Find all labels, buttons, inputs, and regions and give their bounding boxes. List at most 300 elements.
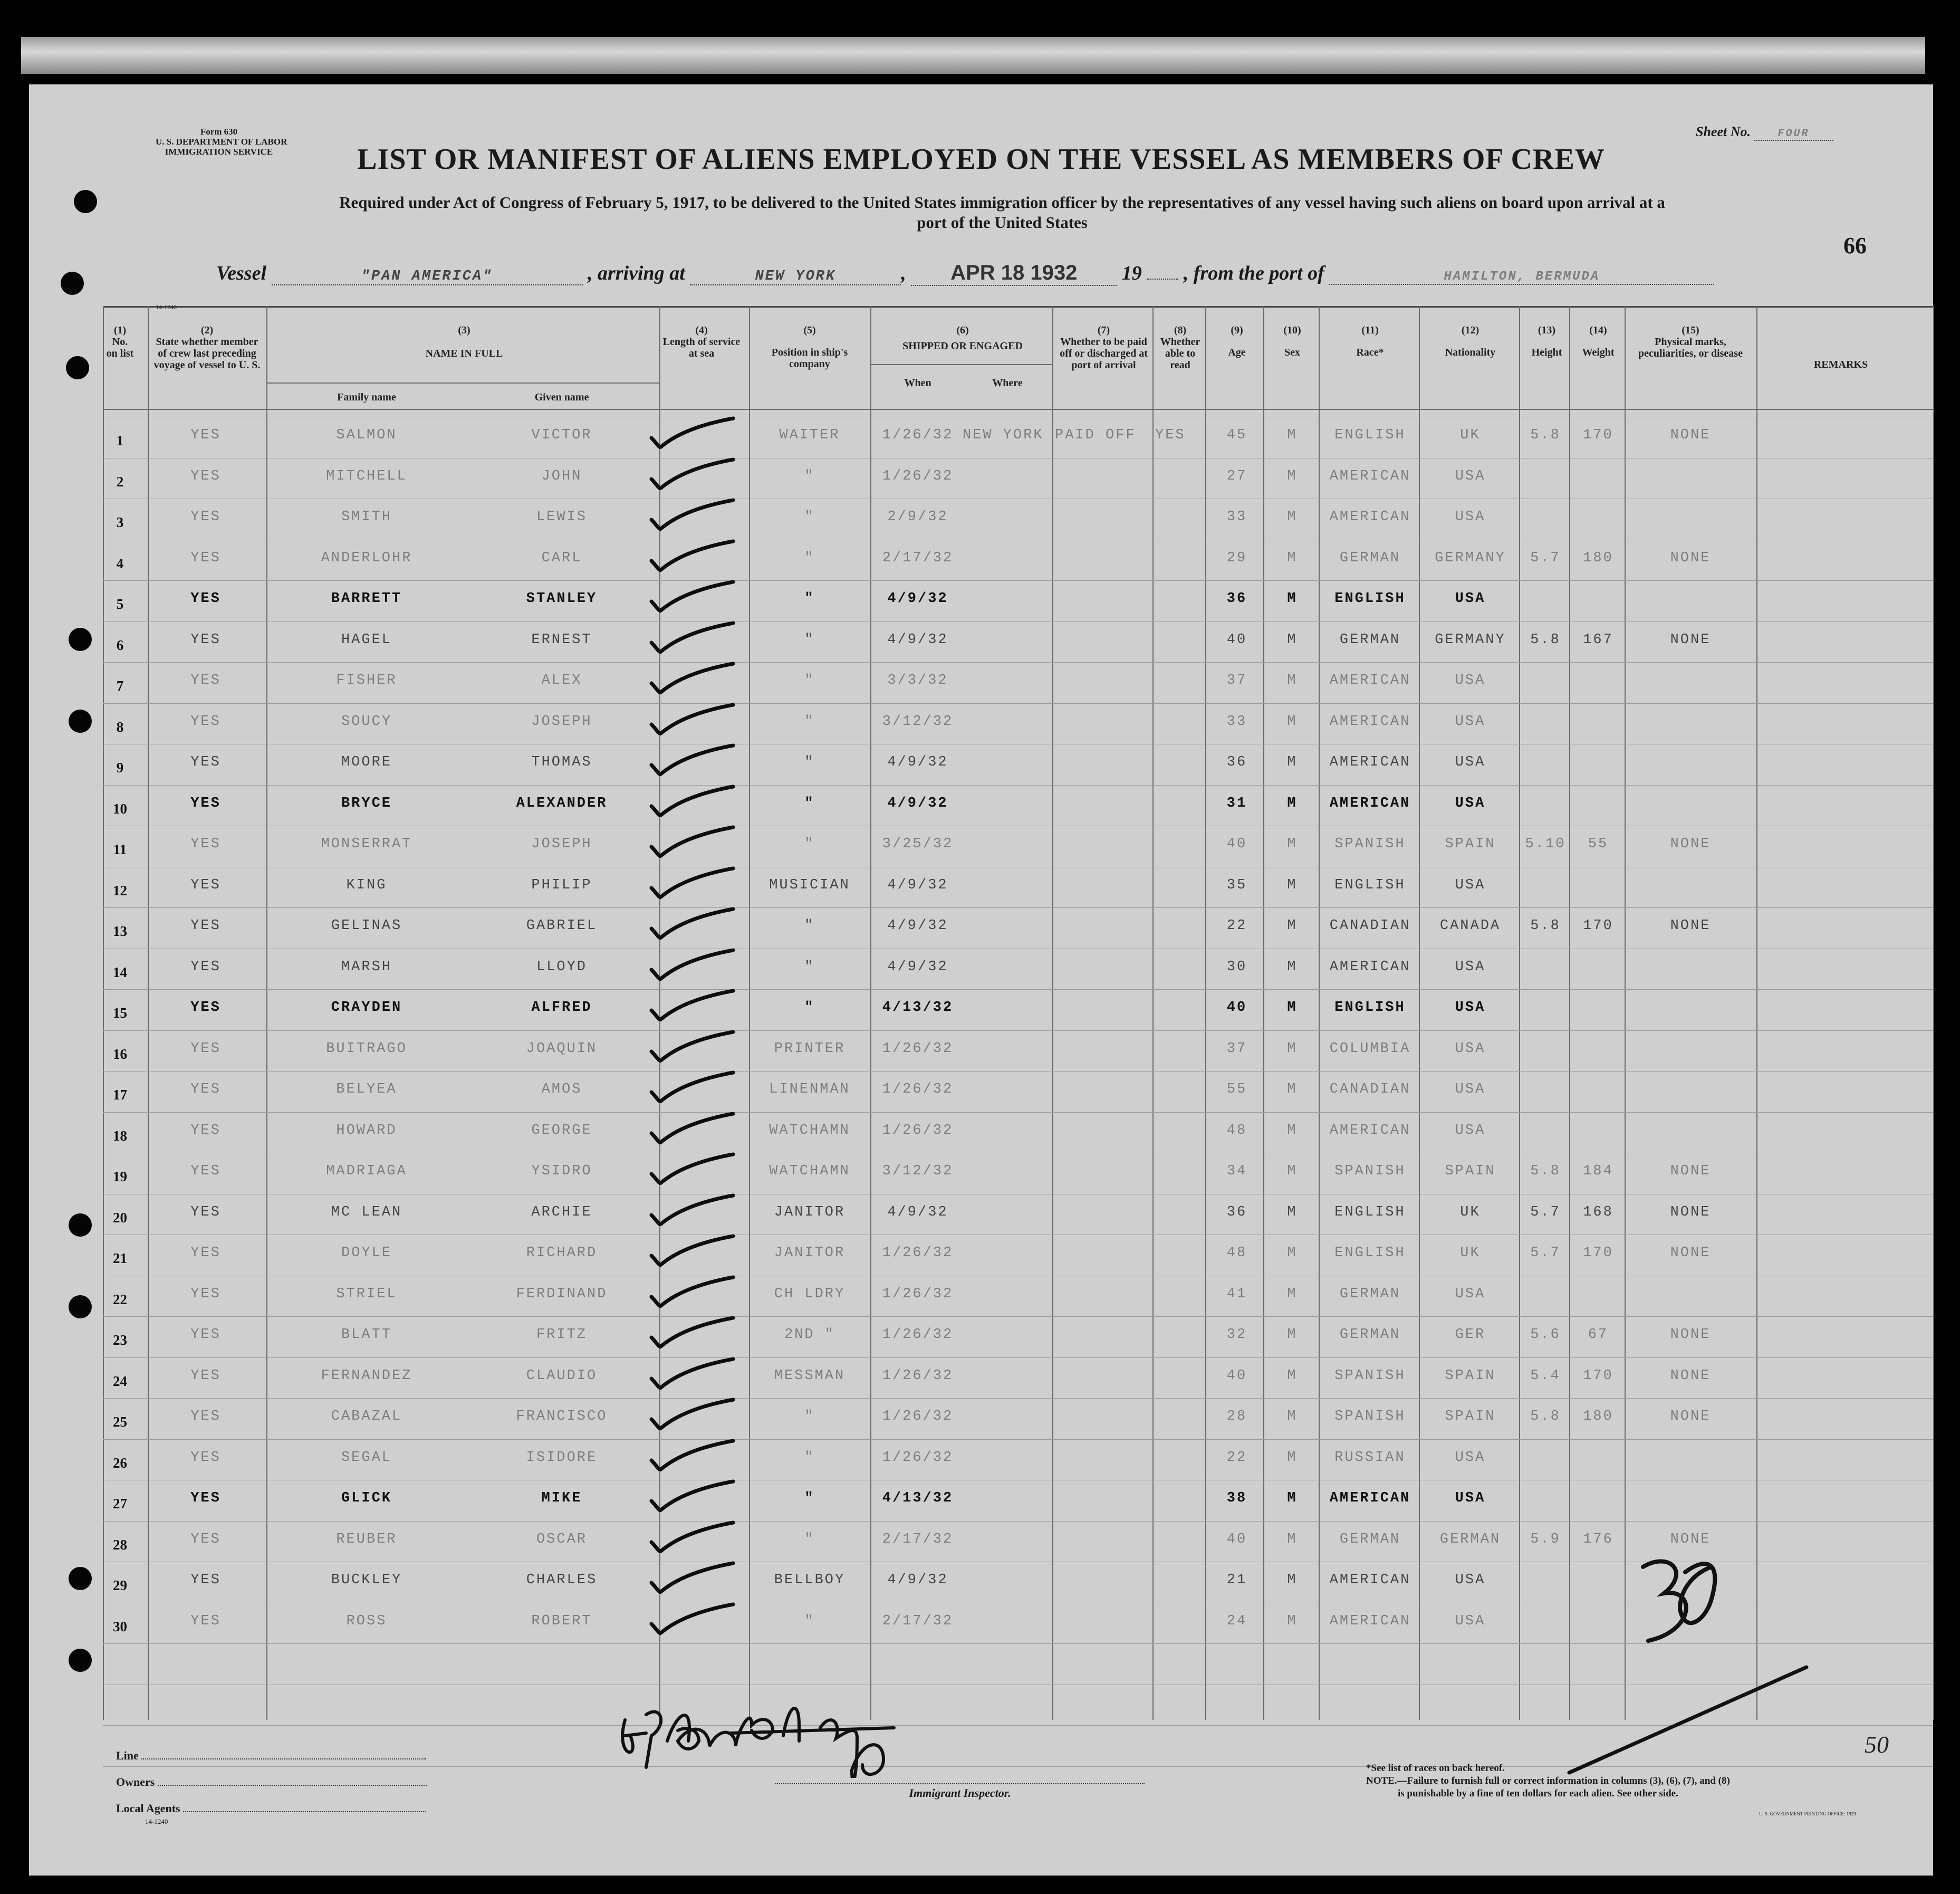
- cell-race: COLUMBIA: [1329, 1041, 1411, 1057]
- grid-rule: [870, 364, 1052, 365]
- cell-given: RICHARD: [526, 1245, 598, 1261]
- cell-when: 1/26/32: [882, 427, 954, 443]
- check-mark-icon: [646, 537, 736, 574]
- cell-position: PRINTER: [774, 1041, 846, 1057]
- grid-rule: [103, 1316, 1933, 1317]
- cell-member: YES: [190, 1450, 221, 1466]
- cell-position: ": [804, 632, 815, 648]
- small-code: 14-1240: [156, 303, 177, 311]
- cell-marks: NONE: [1670, 550, 1711, 566]
- cell-member: YES: [190, 714, 221, 730]
- cell-nat: USA: [1455, 509, 1486, 525]
- col-title: Age: [1228, 347, 1246, 358]
- check-mark-icon: [646, 1109, 736, 1146]
- cell-nat: UK: [1460, 427, 1481, 443]
- cell-family: CABAZAL: [331, 1409, 402, 1424]
- cell-member: YES: [190, 1368, 221, 1384]
- cell-sex: M: [1287, 673, 1298, 688]
- cell-age: 40: [1226, 836, 1247, 852]
- arriving-port: NEW YORK: [690, 269, 901, 285]
- cell-no: 14: [113, 964, 127, 980]
- col-title: Whether to be paid off or discharged at port of arrival: [1060, 336, 1148, 371]
- check-mark-icon: [646, 619, 736, 656]
- cell-age: 41: [1226, 1286, 1247, 1302]
- col-title: Position in ship's company: [771, 347, 848, 370]
- cell-when: 4/9/32: [887, 1572, 948, 1588]
- col-title: Nationality: [1445, 347, 1496, 358]
- check-mark-icon: [646, 659, 736, 696]
- cell-position: WAITER: [779, 427, 840, 443]
- sheet-no: [1696, 124, 1833, 141]
- punch-hole: [61, 272, 84, 295]
- cell-race: ENGLISH: [1334, 591, 1406, 607]
- col-num: (8): [1174, 324, 1187, 336]
- col-title: State whether member of crew last preceding voyage of vessel to U. S.: [153, 336, 261, 371]
- vessel-line: Vessel "PAN AMERICA" , arriving at NEW YORK , APR 18 1932 19 , from the port of HAMILTON, BERMUDA: [216, 261, 1714, 286]
- form-service: IMMIGRATION SERVICE: [165, 147, 273, 157]
- cell-nat: USA: [1455, 1490, 1486, 1506]
- cell-given: MIKE: [541, 1490, 582, 1506]
- cell-nat: USA: [1455, 1572, 1486, 1588]
- manifest-sheet: [29, 84, 1933, 1876]
- cell-paid: PAID OFF: [1055, 427, 1136, 443]
- cell-nat: USA: [1455, 1450, 1486, 1466]
- cell-nat: SPAIN: [1445, 836, 1496, 852]
- cell-family: MADRIAGA: [326, 1163, 407, 1179]
- punch-hole: [69, 710, 92, 733]
- cell-nat: USA: [1455, 591, 1486, 607]
- cell-when: 2/9/32: [887, 509, 948, 525]
- col-head-7: [1055, 324, 1152, 371]
- check-mark-icon: [646, 1232, 736, 1269]
- cell-age: 55: [1226, 1082, 1247, 1097]
- cell-no: 30: [113, 1619, 127, 1634]
- cell-weight: 170: [1583, 918, 1613, 934]
- check-mark-icon: [646, 741, 736, 778]
- check-mark-icon: [646, 1273, 736, 1310]
- cell-family: GLICK: [341, 1490, 392, 1506]
- cell-no: 16: [113, 1046, 127, 1062]
- col-head-3b: Given name: [534, 391, 589, 403]
- cell-height: 5.4: [1530, 1368, 1561, 1384]
- cell-no: 6: [116, 637, 124, 653]
- col-head-6a: When: [904, 377, 931, 389]
- cell-race: AMERICAN: [1329, 959, 1411, 975]
- cell-nat: CANADA: [1439, 918, 1501, 934]
- cell-nat: UK: [1460, 1245, 1481, 1261]
- cell-age: 36: [1226, 754, 1247, 770]
- cell-position: ": [804, 1450, 815, 1466]
- cell-family: BARRETT: [331, 591, 402, 607]
- cell-given: STANLEY: [526, 591, 598, 607]
- cell-age: 45: [1226, 427, 1247, 443]
- cell-position: MUSICIAN: [769, 877, 850, 893]
- cell-sex: M: [1287, 1286, 1298, 1302]
- cell-weight: 170: [1583, 1368, 1613, 1384]
- col-head-3a: Family name: [337, 391, 396, 403]
- cell-family: DOYLE: [341, 1245, 392, 1261]
- cell-when: 1/26/32: [882, 1245, 954, 1261]
- inspector-line: Immigrant Inspector.: [775, 1783, 1145, 1800]
- column-rule: [1419, 306, 1420, 1720]
- cell-nat: GERMANY: [1435, 550, 1506, 566]
- owners-blank: [158, 1785, 427, 1786]
- col-head-4: [662, 324, 741, 359]
- check-mark-icon: [646, 1028, 736, 1065]
- cell-race: CANADIAN: [1329, 1082, 1411, 1097]
- cell-no: 8: [116, 719, 124, 735]
- cell-when: 4/9/32: [887, 877, 948, 893]
- cell-when: 1/26/32: [882, 1082, 954, 1097]
- cell-when: 3/3/32: [887, 673, 948, 688]
- from-port: HAMILTON, BERMUDA: [1329, 270, 1714, 285]
- check-mark-icon: [646, 782, 736, 819]
- cell-when: 1/26/32: [882, 1041, 954, 1057]
- total-count: [1543, 1551, 1817, 1783]
- cell-no: 5: [116, 596, 124, 612]
- check-mark-icon: [646, 1068, 736, 1105]
- cell-when: 4/9/32: [887, 1204, 948, 1220]
- cell-position: ": [804, 959, 815, 975]
- check-mark-icon: [646, 823, 736, 860]
- cell-no: 15: [113, 1005, 127, 1021]
- column-rule: [266, 306, 267, 1720]
- check-mark-icon: [646, 987, 736, 1023]
- cell-weight: 184: [1583, 1163, 1613, 1179]
- corner-mark: 50: [1865, 1731, 1889, 1758]
- cell-when: 4/9/32: [887, 918, 948, 934]
- cell-member: YES: [190, 877, 221, 893]
- check-mark-icon: [646, 1559, 736, 1596]
- cell-nat: USA: [1455, 1041, 1486, 1057]
- cell-family: FISHER: [336, 673, 397, 688]
- cell-family: SMITH: [341, 509, 392, 525]
- cell-sex: M: [1287, 1000, 1298, 1016]
- cell-age: 22: [1226, 918, 1247, 934]
- cell-member: YES: [190, 509, 221, 525]
- punch-hole: [69, 1567, 92, 1590]
- cell-race: AMERICAN: [1329, 509, 1411, 525]
- cell-member: YES: [190, 1532, 221, 1547]
- check-mark-icon: [646, 1600, 736, 1637]
- cell-race: ENGLISH: [1334, 1000, 1406, 1016]
- cell-race: ENGLISH: [1334, 877, 1406, 893]
- cell-race: AMERICAN: [1329, 714, 1411, 730]
- cell-height: 5.7: [1530, 1245, 1561, 1261]
- check-mark-icon: [646, 905, 736, 942]
- cell-member: YES: [190, 1245, 221, 1261]
- column-rule: [1756, 306, 1757, 1720]
- form-department: U. S. DEPARTMENT OF LABOR: [156, 137, 287, 147]
- cell-height: 5.8: [1530, 918, 1561, 934]
- cell-nat: SPAIN: [1445, 1368, 1496, 1384]
- col-head-2: [150, 324, 264, 371]
- cell-nat: USA: [1455, 673, 1486, 688]
- cell-no: 20: [113, 1210, 127, 1226]
- cell-weight: 168: [1583, 1204, 1613, 1220]
- cell-member: YES: [190, 632, 221, 648]
- line-label: Line: [116, 1749, 139, 1762]
- cell-when: 3/12/32: [882, 1163, 954, 1179]
- cell-nat: USA: [1455, 468, 1486, 484]
- cell-position: ": [804, 1613, 815, 1629]
- cell-where: NEW YORK: [963, 427, 1044, 443]
- cell-given: CHARLES: [526, 1572, 598, 1588]
- cell-weight: 180: [1583, 550, 1613, 566]
- cell-given: JOSEPH: [531, 714, 592, 730]
- cell-sex: M: [1287, 1409, 1298, 1424]
- cell-family: KING: [346, 877, 387, 893]
- line-blank: [141, 1758, 426, 1759]
- cell-height: 5.7: [1530, 1204, 1561, 1220]
- cell-age: 21: [1226, 1572, 1247, 1588]
- cell-given: ARCHIE: [531, 1204, 592, 1220]
- cell-given: AMOS: [541, 1082, 582, 1097]
- grid-rule: [103, 1439, 1933, 1440]
- punch-hole: [69, 1649, 92, 1672]
- check-mark-icon: [646, 578, 736, 615]
- cell-marks: NONE: [1670, 632, 1711, 648]
- cell-sex: M: [1287, 1163, 1298, 1179]
- vessel-label: Vessel: [216, 262, 266, 284]
- col-head-6: [873, 324, 1052, 352]
- cell-age: 37: [1226, 673, 1247, 688]
- cell-given: FRANCISCO: [516, 1409, 608, 1424]
- agents-code: 14-1240: [145, 1818, 168, 1825]
- cell-member: YES: [190, 468, 221, 484]
- cell-sex: M: [1287, 1532, 1298, 1547]
- cell-sex: M: [1287, 796, 1298, 811]
- cell-no: 1: [116, 433, 124, 448]
- cell-position: LINENMAN: [769, 1082, 850, 1097]
- cell-age: 28: [1226, 1409, 1247, 1424]
- cell-sex: M: [1287, 427, 1298, 443]
- cell-family: SOUCY: [341, 714, 392, 730]
- cell-age: 36: [1226, 1204, 1247, 1220]
- cell-member: YES: [190, 673, 221, 688]
- cell-race: RUSSIAN: [1334, 1450, 1406, 1466]
- cell-no: 19: [113, 1169, 127, 1184]
- cell-race: AMERICAN: [1329, 1613, 1411, 1629]
- check-mark-icon: [646, 496, 736, 533]
- grid-rule: [103, 580, 1933, 581]
- cell-when: 1/26/32: [882, 1123, 954, 1139]
- cell-age: 27: [1226, 468, 1247, 484]
- date-stamp: APR 18 1932: [911, 261, 1117, 286]
- cell-marks: NONE: [1670, 1245, 1711, 1261]
- grid-rule: [103, 1521, 1933, 1522]
- cell-given: FRITZ: [536, 1327, 587, 1343]
- cell-race: AMERICAN: [1329, 468, 1411, 484]
- cell-age: 37: [1226, 1041, 1247, 1057]
- col-title: No. on list: [106, 336, 134, 359]
- cell-no: 12: [113, 883, 127, 898]
- cell-race: GERMAN: [1339, 1327, 1401, 1343]
- cell-when: 4/9/32: [887, 796, 948, 811]
- cell-given: FERDINAND: [516, 1286, 608, 1302]
- grid-rule: [103, 1357, 1933, 1358]
- cell-marks: NONE: [1670, 1327, 1711, 1343]
- cell-position: ": [804, 591, 815, 607]
- cell-sex: M: [1287, 591, 1298, 607]
- column-rule: [1569, 306, 1570, 1720]
- cell-height: 5.10: [1525, 836, 1566, 852]
- cell-given: CLAUDIO: [526, 1368, 598, 1384]
- check-mark-icon: [646, 1395, 736, 1432]
- cell-when: 4/13/32: [882, 1000, 954, 1016]
- grid-rule: [103, 1112, 1933, 1113]
- agents-blank: [183, 1811, 426, 1812]
- cell-race: AMERICAN: [1329, 796, 1411, 811]
- column-rule: [1319, 306, 1320, 1720]
- cell-given: GEORGE: [531, 1123, 592, 1139]
- cell-height: 5.9: [1530, 1532, 1561, 1547]
- cell-no: 9: [116, 760, 124, 776]
- cell-position: ": [804, 468, 815, 484]
- cell-marks: NONE: [1670, 1409, 1711, 1424]
- cell-position: ": [804, 673, 815, 688]
- cell-position: ": [804, 754, 815, 770]
- cell-given: CARL: [541, 550, 582, 566]
- cell-read: YES: [1155, 427, 1186, 443]
- cell-no: 17: [113, 1087, 127, 1103]
- col-title: Weight: [1582, 347, 1615, 358]
- cell-age: 40: [1226, 1368, 1247, 1384]
- cell-age: 38: [1226, 1490, 1247, 1506]
- form-number: Form 630: [200, 127, 238, 137]
- footer-notes: [1366, 1762, 1730, 1800]
- column-rule: [749, 306, 750, 1720]
- cell-no: 22: [113, 1292, 127, 1307]
- check-mark-icon: [646, 455, 736, 492]
- cell-marks: NONE: [1670, 1368, 1711, 1384]
- cell-member: YES: [190, 1327, 221, 1343]
- cell-sex: M: [1287, 1204, 1298, 1220]
- cell-member: YES: [190, 918, 221, 934]
- arriving-label: , arriving at: [588, 262, 685, 284]
- owners-label: Owners: [116, 1775, 155, 1788]
- cell-race: ENGLISH: [1334, 1245, 1406, 1261]
- inspector-signature: [609, 1683, 1010, 1778]
- cell-nat: UK: [1460, 1204, 1481, 1220]
- col-num: (6): [956, 324, 969, 336]
- cell-no: 23: [113, 1332, 127, 1348]
- cell-member: YES: [190, 1409, 221, 1424]
- cell-given: JOSEPH: [531, 836, 592, 852]
- cell-marks: NONE: [1670, 1163, 1711, 1179]
- col-title: SHIPPED OR ENGAGED: [902, 340, 1023, 352]
- page-number: 66: [1843, 233, 1867, 259]
- cell-sex: M: [1287, 836, 1298, 852]
- check-mark-icon: [646, 1150, 736, 1187]
- subtitle-line-1: Required under Act of Congress of February 5, 1917, to be delivered to the United States immigration officer by the representatives of any vessel having such aliens on board upon arrival at a: [339, 193, 1665, 212]
- cell-nat: USA: [1455, 1286, 1486, 1302]
- col-head-10: [1266, 324, 1319, 358]
- cell-given: ALFRED: [531, 1000, 592, 1016]
- grid-rule: [103, 1071, 1933, 1072]
- cell-sex: M: [1287, 1327, 1298, 1343]
- cell-race: SPANISH: [1334, 1409, 1406, 1424]
- cell-race: AMERICAN: [1329, 1490, 1411, 1506]
- cell-sex: M: [1287, 918, 1298, 934]
- cell-family: BRYCE: [341, 796, 392, 811]
- cell-when: 4/9/32: [887, 959, 948, 975]
- cell-age: 33: [1226, 714, 1247, 730]
- punch-hole: [69, 628, 92, 651]
- cell-race: ENGLISH: [1334, 427, 1406, 443]
- cell-position: ": [804, 550, 815, 566]
- cell-sex: M: [1287, 1490, 1298, 1506]
- cell-no: 27: [113, 1496, 127, 1512]
- cell-race: SPANISH: [1334, 1368, 1406, 1384]
- cell-age: 40: [1226, 1000, 1247, 1016]
- column-rule: [1519, 306, 1520, 1720]
- cell-no: 7: [116, 678, 124, 694]
- cell-member: YES: [190, 1163, 221, 1179]
- cell-position: WATCHAMN: [769, 1163, 850, 1179]
- col-title: Length of service at sea: [662, 336, 741, 359]
- col-title: Sex: [1284, 347, 1300, 358]
- col-num: (5): [803, 324, 816, 336]
- cell-family: GELINAS: [331, 918, 402, 934]
- cell-nat: GERMANY: [1435, 632, 1506, 648]
- footer-line: [116, 1749, 426, 1763]
- cell-no: 24: [113, 1373, 127, 1389]
- column-rule: [1152, 306, 1154, 1720]
- cell-member: YES: [190, 550, 221, 566]
- cell-nat: SPAIN: [1445, 1163, 1496, 1179]
- grid-rule: [103, 907, 1933, 908]
- cell-no: 3: [116, 514, 124, 530]
- col-title: NAME IN FULL: [425, 348, 503, 359]
- cell-race: GERMAN: [1339, 550, 1401, 566]
- subtitle-line-2: port of the United States: [917, 213, 1088, 232]
- cell-race: CANADIAN: [1329, 918, 1411, 934]
- cell-age: 30: [1226, 959, 1247, 975]
- cell-position: MESSMAN: [774, 1368, 846, 1384]
- cell-family: BUITRAGO: [326, 1041, 407, 1057]
- cell-sex: M: [1287, 959, 1298, 975]
- cell-when: 4/9/32: [887, 754, 948, 770]
- cell-family: STRIEL: [336, 1286, 397, 1302]
- cell-age: 34: [1226, 1163, 1247, 1179]
- cell-weight: 176: [1583, 1532, 1613, 1547]
- cell-sex: M: [1287, 1368, 1298, 1384]
- cell-height: 5.6: [1530, 1327, 1561, 1343]
- column-rule: [870, 306, 871, 1720]
- cell-position: ": [804, 1409, 815, 1424]
- cell-age: 29: [1226, 550, 1247, 566]
- grid-rule: [266, 382, 659, 384]
- col-title: Physical marks, peculiarities, or disease: [1638, 336, 1743, 359]
- grid-rule: [103, 1030, 1933, 1031]
- cell-no: 28: [113, 1537, 127, 1553]
- col-head-8: [1155, 324, 1205, 371]
- grid-rule: [103, 409, 1933, 410]
- cell-no: 29: [113, 1577, 127, 1593]
- cell-family: BUCKLEY: [331, 1572, 402, 1588]
- cell-family: HOWARD: [336, 1123, 397, 1139]
- col-head-6b: Where: [992, 377, 1023, 389]
- cell-race: AMERICAN: [1329, 1572, 1411, 1588]
- cell-family: ROSS: [346, 1613, 387, 1629]
- cell-given: GABRIEL: [526, 918, 598, 934]
- cell-sex: M: [1287, 1123, 1298, 1139]
- note-penalty-2: is punishable by a fine of ten dollars for each alien. See other side.: [1398, 1788, 1678, 1799]
- cell-position: ": [804, 509, 815, 525]
- cell-member: YES: [190, 1041, 221, 1057]
- footer-owners: [116, 1775, 427, 1789]
